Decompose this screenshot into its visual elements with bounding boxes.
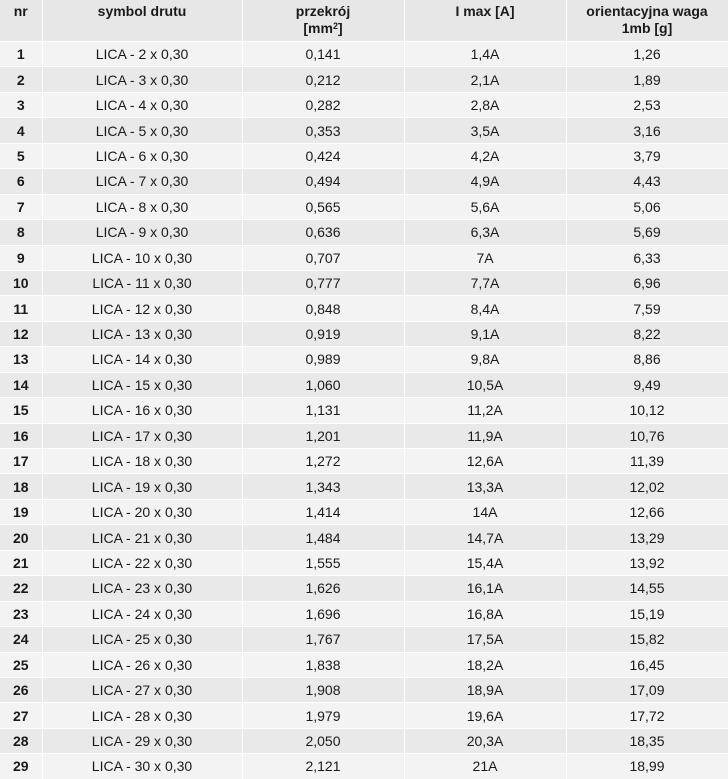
cell-przekroj: 0,777 [242, 270, 404, 295]
cell-nr: 21 [0, 550, 42, 575]
cell-waga: 8,22 [566, 321, 728, 346]
cell-nr: 20 [0, 525, 42, 550]
cell-symbol: LICA - 30 x 0,30 [42, 754, 242, 779]
cell-symbol: LICA - 9 x 0,30 [42, 220, 242, 245]
cell-waga: 9,49 [566, 372, 728, 397]
cell-imax: 6,3A [404, 220, 566, 245]
cell-waga: 6,33 [566, 245, 728, 270]
cell-przekroj: 0,353 [242, 118, 404, 143]
cell-imax: 4,2A [404, 143, 566, 168]
cell-przekroj: 0,282 [242, 92, 404, 117]
cell-symbol: LICA - 15 x 0,30 [42, 372, 242, 397]
cell-nr: 13 [0, 347, 42, 372]
cell-nr: 7 [0, 194, 42, 219]
table-row [0, 118, 728, 143]
header-symbol: symbol drutu [42, 0, 242, 42]
cell-symbol: LICA - 3 x 0,30 [42, 67, 242, 92]
cell-symbol: LICA - 2 x 0,30 [42, 42, 242, 67]
cell-przekroj: 1,272 [242, 449, 404, 474]
cell-symbol: LICA - 6 x 0,30 [42, 143, 242, 168]
cell-imax: 14A [404, 499, 566, 524]
cell-przekroj: 0,848 [242, 296, 404, 321]
cell-imax: 7,7A [404, 270, 566, 295]
cell-symbol: LICA - 21 x 0,30 [42, 525, 242, 550]
table-row [0, 296, 728, 321]
table-row [0, 220, 728, 245]
table-row [0, 728, 728, 753]
cell-przekroj: 0,141 [242, 42, 404, 67]
cell-nr: 16 [0, 423, 42, 448]
table-header [0, 0, 728, 42]
table-row [0, 169, 728, 194]
cell-imax: 11,2A [404, 398, 566, 423]
cell-przekroj: 0,212 [242, 67, 404, 92]
cell-waga: 17,09 [566, 677, 728, 702]
header-waga: orientacyjna waga 1mb [g] [566, 0, 728, 42]
table-row [0, 423, 728, 448]
cell-imax: 13,3A [404, 474, 566, 499]
cell-symbol: LICA - 10 x 0,30 [42, 245, 242, 270]
table-body [0, 42, 728, 779]
cell-imax: 10,5A [404, 372, 566, 397]
cell-nr: 10 [0, 270, 42, 295]
cell-przekroj: 1,060 [242, 372, 404, 397]
cell-waga: 2,53 [566, 92, 728, 117]
table-row [0, 143, 728, 168]
cell-symbol: LICA - 4 x 0,30 [42, 92, 242, 117]
cell-nr: 22 [0, 576, 42, 601]
cell-nr: 29 [0, 754, 42, 779]
cell-symbol: LICA - 26 x 0,30 [42, 652, 242, 677]
cell-waga: 18,35 [566, 728, 728, 753]
table-row [0, 347, 728, 372]
table-row [0, 550, 728, 575]
cell-nr: 24 [0, 627, 42, 652]
cell-nr: 1 [0, 42, 42, 67]
cell-symbol: LICA - 19 x 0,30 [42, 474, 242, 499]
cell-nr: 8 [0, 220, 42, 245]
cell-nr: 12 [0, 321, 42, 346]
cell-przekroj: 1,626 [242, 576, 404, 601]
table-row [0, 398, 728, 423]
cell-imax: 16,1A [404, 576, 566, 601]
cell-przekroj: 0,707 [242, 245, 404, 270]
cell-waga: 17,72 [566, 703, 728, 728]
cell-nr: 26 [0, 677, 42, 702]
table-row [0, 42, 728, 67]
table-row [0, 449, 728, 474]
cell-waga: 10,76 [566, 423, 728, 448]
cell-nr: 14 [0, 372, 42, 397]
cell-waga: 15,82 [566, 627, 728, 652]
table-row [0, 372, 728, 397]
cell-waga: 3,16 [566, 118, 728, 143]
cell-waga: 10,12 [566, 398, 728, 423]
table-row [0, 474, 728, 499]
cell-nr: 25 [0, 652, 42, 677]
cell-imax: 2,1A [404, 67, 566, 92]
cell-symbol: LICA - 8 x 0,30 [42, 194, 242, 219]
cell-symbol: LICA - 12 x 0,30 [42, 296, 242, 321]
cell-przekroj: 0,919 [242, 321, 404, 346]
cell-symbol: LICA - 23 x 0,30 [42, 576, 242, 601]
cell-symbol: LICA - 5 x 0,30 [42, 118, 242, 143]
cell-imax: 14,7A [404, 525, 566, 550]
cell-waga: 13,29 [566, 525, 728, 550]
table-row [0, 245, 728, 270]
cell-przekroj: 1,979 [242, 703, 404, 728]
cell-przekroj: 1,838 [242, 652, 404, 677]
cell-waga: 13,92 [566, 550, 728, 575]
cell-symbol: LICA - 28 x 0,30 [42, 703, 242, 728]
cell-imax: 15,4A [404, 550, 566, 575]
cell-symbol: LICA - 24 x 0,30 [42, 601, 242, 626]
cell-symbol: LICA - 14 x 0,30 [42, 347, 242, 372]
table-row [0, 677, 728, 702]
table-row [0, 703, 728, 728]
cell-symbol: LICA - 7 x 0,30 [42, 169, 242, 194]
cell-imax: 9,1A [404, 321, 566, 346]
table-row [0, 627, 728, 652]
cell-nr: 9 [0, 245, 42, 270]
cell-waga: 12,02 [566, 474, 728, 499]
cell-imax: 7A [404, 245, 566, 270]
cell-nr: 17 [0, 449, 42, 474]
cell-imax: 4,9A [404, 169, 566, 194]
cell-nr: 19 [0, 499, 42, 524]
cell-symbol: LICA - 27 x 0,30 [42, 677, 242, 702]
cell-nr: 28 [0, 728, 42, 753]
cell-symbol: LICA - 17 x 0,30 [42, 423, 242, 448]
table-row [0, 576, 728, 601]
cell-waga: 1,26 [566, 42, 728, 67]
cell-nr: 27 [0, 703, 42, 728]
cell-przekroj: 2,050 [242, 728, 404, 753]
cell-nr: 2 [0, 67, 42, 92]
cell-przekroj: 0,424 [242, 143, 404, 168]
cell-waga: 5,06 [566, 194, 728, 219]
cell-waga: 1,89 [566, 67, 728, 92]
cell-przekroj: 1,555 [242, 550, 404, 575]
cell-waga: 4,43 [566, 169, 728, 194]
cell-imax: 18,2A [404, 652, 566, 677]
table-row [0, 499, 728, 524]
cell-symbol: LICA - 11 x 0,30 [42, 270, 242, 295]
cell-imax: 21A [404, 754, 566, 779]
cell-symbol: LICA - 18 x 0,30 [42, 449, 242, 474]
cell-przekroj: 0,494 [242, 169, 404, 194]
cell-symbol: LICA - 25 x 0,30 [42, 627, 242, 652]
cell-przekroj: 1,908 [242, 677, 404, 702]
cell-nr: 18 [0, 474, 42, 499]
cell-przekroj: 1,767 [242, 627, 404, 652]
table-row [0, 601, 728, 626]
cell-symbol: LICA - 16 x 0,30 [42, 398, 242, 423]
table-row [0, 67, 728, 92]
cell-waga: 8,86 [566, 347, 728, 372]
cell-symbol: LICA - 13 x 0,30 [42, 321, 242, 346]
cell-imax: 3,5A [404, 118, 566, 143]
cell-nr: 11 [0, 296, 42, 321]
table-row [0, 194, 728, 219]
table-row [0, 92, 728, 117]
cell-imax: 17,5A [404, 627, 566, 652]
header-nr: nr [0, 0, 42, 42]
cell-waga: 5,69 [566, 220, 728, 245]
cell-symbol: LICA - 29 x 0,30 [42, 728, 242, 753]
header-imax: I max [A] [404, 0, 566, 42]
cell-waga: 18,99 [566, 754, 728, 779]
cell-przekroj: 0,989 [242, 347, 404, 372]
cell-imax: 5,6A [404, 194, 566, 219]
cell-nr: 15 [0, 398, 42, 423]
cell-waga: 12,66 [566, 499, 728, 524]
cell-imax: 8,4A [404, 296, 566, 321]
cell-imax: 1,4A [404, 42, 566, 67]
cell-imax: 18,9A [404, 677, 566, 702]
cell-nr: 6 [0, 169, 42, 194]
header-przekroj: przekrój $[mm^2]$ [242, 0, 404, 42]
cell-przekroj: 1,484 [242, 525, 404, 550]
table-row [0, 525, 728, 550]
cell-waga: 15,19 [566, 601, 728, 626]
table-row [0, 652, 728, 677]
cell-przekroj: 0,565 [242, 194, 404, 219]
cell-przekroj: 1,696 [242, 601, 404, 626]
cell-symbol: LICA - 20 x 0,30 [42, 499, 242, 524]
cell-imax: 19,6A [404, 703, 566, 728]
cell-imax: 9,8A [404, 347, 566, 372]
cell-imax: 20,3A [404, 728, 566, 753]
cell-waga: 6,96 [566, 270, 728, 295]
cell-nr: 3 [0, 92, 42, 117]
cell-nr: 23 [0, 601, 42, 626]
table-row [0, 321, 728, 346]
cell-imax: 16,8A [404, 601, 566, 626]
cell-przekroj: 1,414 [242, 499, 404, 524]
cell-przekroj: 1,201 [242, 423, 404, 448]
cell-waga: 14,55 [566, 576, 728, 601]
cell-przekroj: 0,636 [242, 220, 404, 245]
table-row [0, 270, 728, 295]
table-row [0, 754, 728, 779]
cell-imax: 12,6A [404, 449, 566, 474]
cell-nr: 4 [0, 118, 42, 143]
cell-przekroj: 1,131 [242, 398, 404, 423]
cell-waga: 7,59 [566, 296, 728, 321]
cell-przekroj: 2,121 [242, 754, 404, 779]
cell-nr: 5 [0, 143, 42, 168]
cell-waga: 16,45 [566, 652, 728, 677]
header-row [0, 0, 728, 42]
cell-waga: 3,79 [566, 143, 728, 168]
cell-waga: 11,39 [566, 449, 728, 474]
cell-przekroj: 1,343 [242, 474, 404, 499]
cell-symbol: LICA - 22 x 0,30 [42, 550, 242, 575]
cell-imax: 11,9A [404, 423, 566, 448]
cell-imax: 2,8A [404, 92, 566, 117]
